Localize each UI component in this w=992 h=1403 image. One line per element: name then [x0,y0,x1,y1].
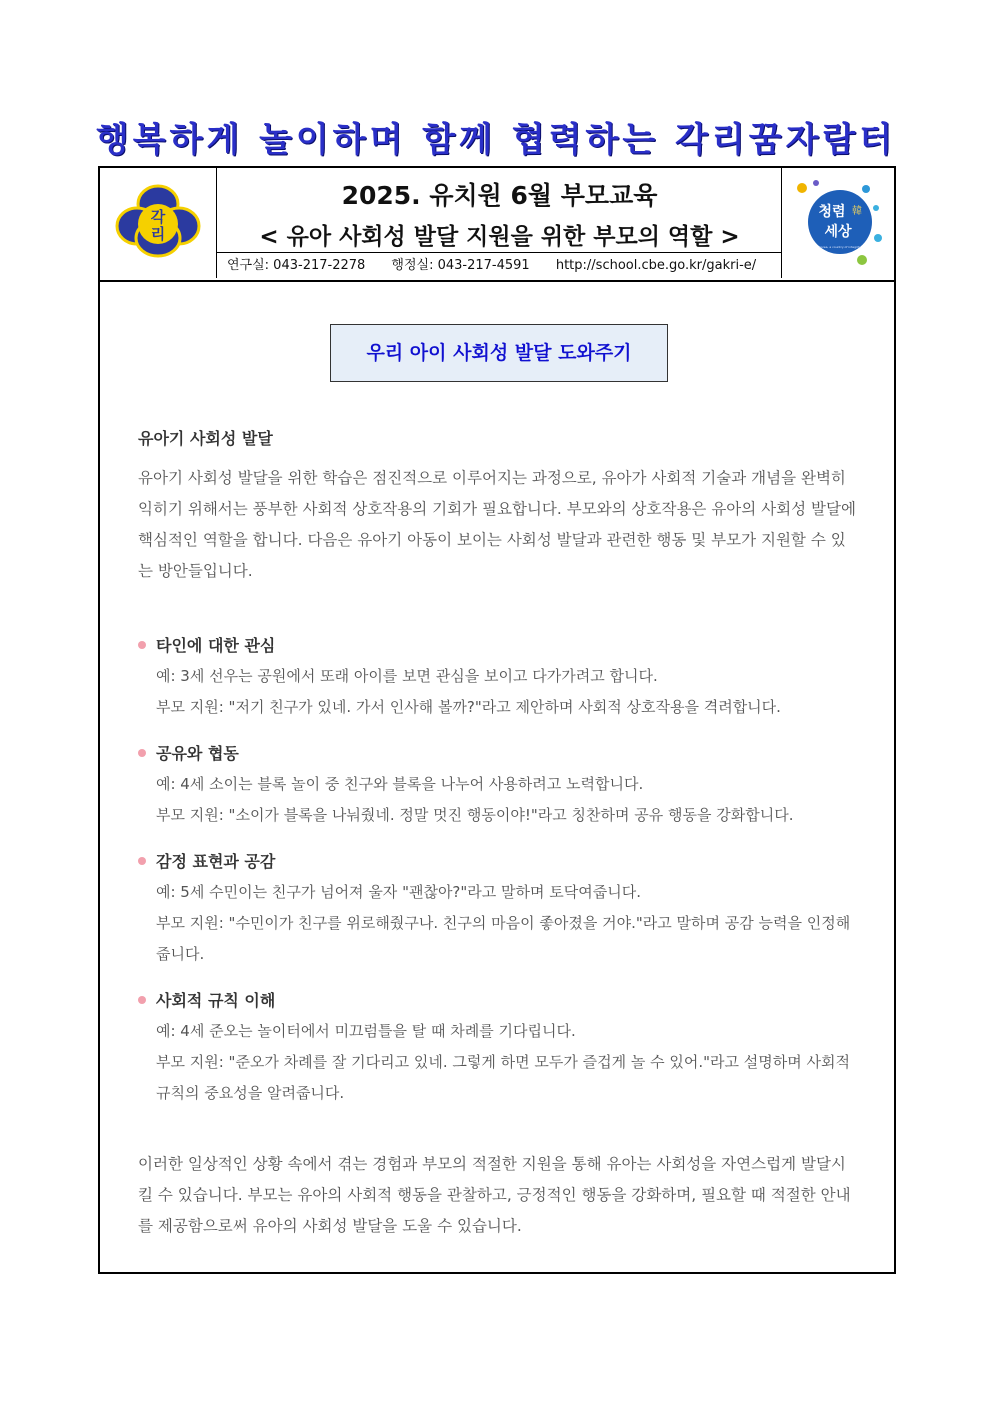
research-office-phone: 연구실: 043-217-2278 [227,258,366,273]
school-logo [100,168,216,278]
bullet-icon [138,641,146,649]
section-example: 예: 4세 준오는 놀이터에서 미끄럼틀을 탈 때 차례를 기다립니다. [156,1022,576,1040]
main-content [138,426,858,1242]
section-title: 사회적 규칙 이해 [156,991,276,1010]
section-interest [138,631,858,723]
section-example: 예: 4세 소이는 블록 놀이 중 친구와 블록을 나누어 사용하려고 노력합니다. [156,775,644,793]
school-logo-text-2: 리 [150,225,166,243]
callout-box: 우리 아이 사회성 발달 도와주기 [330,324,668,382]
school-logo-text-1: 각 [150,208,166,226]
integrity-logo-cell [781,168,894,278]
school-logo-cell [100,168,217,278]
bullet-icon [138,857,146,865]
closing-paragraph: 이러한 일상적인 상황 속에서 겪는 경험과 부모의 적절한 지원을 통해 유아는 사회성을 자연스럽게 발달시킬 수 있습니다. 부모는 유아의 사회적 행동을 관찰하고, 긍정적인 행동을 강화하며, 필요할 때 적절한 안내를 제공함으로써 유아의 사회성 발달을 도울 수 있습니다. [138,1155,851,1235]
section-support: 부모 지원: "소이가 블록을 나눠줬네. 정말 멋진 행동이야!"라고 칭찬하며 공유 행동을 강화합니다. [156,806,794,824]
integrity-logo-subtext: Korea, a country of integrity [818,245,862,249]
title-area [217,168,782,278]
bullet-icon [138,749,146,757]
bullet-icon [138,996,146,1004]
document-frame [98,166,896,1274]
section-rules [138,986,858,1109]
header [100,168,894,282]
admin-office-phone: 행정실: 043-217-4591 [391,258,530,273]
section-example: 예: 5세 수민이는 친구가 넘어져 울자 "괜찮아?"라고 말하며 토닥여줍니다. [156,883,641,901]
page-banner: 행복하게 놀이하며 함께 협력하는 각리꿈자람터 [95,120,897,160]
school-url-link[interactable]: http://school.cbe.go.kr/gakri-e/ [555,258,757,273]
section-support: 부모 지원: "수민이가 친구를 위로해줬구나. 친구의 마음이 좋아졌을 거야."라고 말하며 공감 능력을 인정해 줍니다. [156,914,851,963]
intro-title: 유아기 사회성 발달 [138,429,273,448]
section-title: 감정 표현과 공감 [156,852,276,871]
intro-paragraph: 유아기 사회성 발달을 위한 학습은 점진적으로 이루어지는 과정으로, 유아가 사회적 기술과 개념을 완벽히 익히기 위해서는 풍부한 사회적 상호작용의 기회가 필요합니다. 부모와의 상호작용은 유아의 사회성 발달에 핵심적인 역할을 합니다. 다음은 유아기 아동이 보이는 사회성 발달과 관련한 행동 및 부모가 지원할 수 있는 방안들입니다. [138,469,856,580]
section-title: 공유와 협동 [156,744,239,763]
document-subtitle: < 유아 사회성 발달 지원을 위한 부모의 역할 > [259,224,740,250]
integrity-logo-small: 韓 [852,206,862,217]
section-support: 부모 지원: "저기 친구가 있네. 가서 인사해 볼까?"라고 제안하며 사회적 상호작용을 격려합니다. [156,698,781,716]
integrity-logo-text-1: 청렴 [818,204,846,220]
integrity-logo-text-2: 세상 [824,224,852,240]
integrity-logo [782,168,894,278]
document-title: 2025. 유치원 6월 부모교육 [341,181,658,210]
section-title: 타인에 대한 관심 [156,636,276,655]
section-empathy [138,847,858,970]
section-example: 예: 3세 선우는 공원에서 또래 아이를 보면 관심을 보이고 다가가려고 합니다. [156,667,658,685]
section-sharing [138,739,858,831]
section-support: 부모 지원: "준오가 차례를 잘 기다리고 있네. 그렇게 하면 모두가 즐겁게 놀 수 있어."라고 설명하며 사회적 규칙의 중요성을 알려줍니다. [156,1053,851,1102]
contact-line [217,252,782,278]
